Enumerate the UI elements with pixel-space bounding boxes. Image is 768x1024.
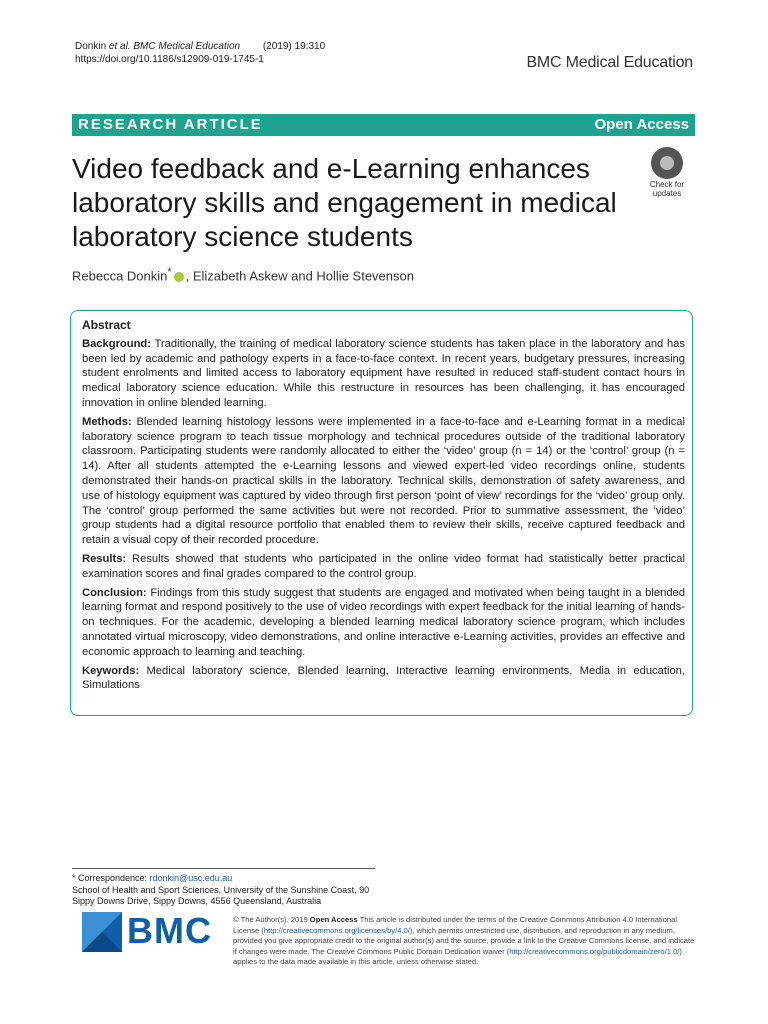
bmc-logo-text: BMC [127, 910, 212, 951]
corresponding-mark: * [167, 266, 172, 278]
crossmark-icon [651, 147, 683, 179]
waiver-link[interactable]: http://creativecommons.org/publicdomain/zero/1.0/ [509, 946, 680, 956]
article-banner [72, 114, 695, 136]
bmc-logo [82, 912, 222, 956]
doi-link[interactable]: https://doi.org/10.1186/s12909-019-1745-1 [75, 54, 264, 65]
abstract-results: Results: Results showed that students who participated in the online video format had statistically better practical examination scores and final grades compared to the control group. [82, 552, 686, 580]
author-rest: , Elizabeth Askew and Hollie Stevenson [185, 268, 414, 284]
open-access-label: Open Access [594, 116, 689, 133]
abstract-background: Background: Traditionally, the training of medical laboratory science students has taken place in the laboratory and has been led by academic and pathology experts in a face-to-face context. In recent years, budgetary pressures, increasing student enrolments and limited access to laboratory equipment have resulted in reduced staff-student contact hours in medical laboratory science education. While this restructure in resources has been challenging, it has encouraged innovation in online blended learning. [82, 337, 686, 409]
check-for-updates-badge[interactable] [643, 147, 691, 201]
author-list [72, 266, 414, 283]
article-type: RESEARCH ARTICLE [78, 116, 263, 133]
citation-authors: Donkin [75, 41, 109, 52]
abstract-keywords: Keywords: Medical laboratory science, Blended learning, Interactive learning environments, Media in education, Simulations [82, 664, 686, 692]
correspondence-email[interactable]: rdonkin@usc.edu.au [149, 873, 233, 883]
abstract-body [82, 318, 685, 697]
correspondence-note: * Correspondence: rdonkin@usc.edu.au School of Health and Sport Sciences, University of the Sunshine Coast, 90 Sippy Downs Drive, Sippy Downs, 4556 Queensland, Australia [72, 873, 370, 906]
header-citation [75, 41, 325, 52]
author-first[interactable]: Rebecca Donkin [72, 268, 168, 284]
bmc-logo-icon [82, 912, 122, 952]
check-for-updates-text: Check for updates [649, 180, 685, 198]
abstract-box [70, 310, 693, 716]
journal-name: BMC Medical Education [526, 54, 693, 71]
abstract-methods: Methods: Blended learning histology lessons were implemented in a face-to-face and e-Learning format in a medical laboratory science program to teach tissue morphology and technical procedures outside of the traditional laboratory classroom. Participating students were randomly allocated to either the ‘video’ group (n = 14) or the ‘control’ group (n = 14). After all students attempted the e-Learning lessons and viewed expert-led video recordings online, students demonstrated their hands-on practical skills in the laboratory. Technical skills, demonstration of safety awareness, and use of histology equipment was captured by video through first person ‘point of view’ recordings for the ‘video’ group only. The ‘control’ group performed the same activities but were not recorded. Prior to summative assessment, the ‘video’ group students had a digital resource portfolio that enabled them to review their skills, receive captured feedback and retain a visual copy of their recorded procedure. [82, 415, 686, 547]
citation-year: (2019) 19:310 [262, 41, 326, 52]
abstract-heading: Abstract [82, 318, 131, 332]
orcid-icon[interactable] [174, 272, 184, 282]
abstract-conclusion: Conclusion: Findings from this study suggest that students are engaged and motivated when being taught in a blended learning format and respond positively to the use of video recordings with expert feedback for the initial learning of hands-on techniques. For the academic, developing a blended learning medical laboratory science program, which includes annotated virtual microscopy, video demonstrations, and online interactive e-Learning activities, provides an effective and economic approach to learning and teaching. [82, 586, 685, 658]
citation-journal: et al. BMC Medical Education [108, 41, 241, 52]
footnote-divider [72, 868, 375, 869]
license-link[interactable]: http://creativecommons.org/licenses/by/4.0/ [263, 925, 410, 935]
license-statement: © The Author(s). 2019 Open Access This article is distributed under the terms of the Creative Commons Attribution 4.0 International License (http://creativecommons.org/licenses/by/4.0/), which permits unrestricted use, distribution, and reproduction in any medium, provided you give appropriate credit to the original author(s) and the source, provide a link to the Creative Commons license, and indicate if changes were made. The Creative Commons Public Domain Dedication waiver (http://creativecommons.org/publicdomain/zero/1.0/) applies to the data made available in this article, unless otherwise stated. [233, 915, 695, 967]
article-title: Video feedback and e-Learning enhances laboratory skills and engagement in medical laboratory science students [72, 153, 617, 252]
